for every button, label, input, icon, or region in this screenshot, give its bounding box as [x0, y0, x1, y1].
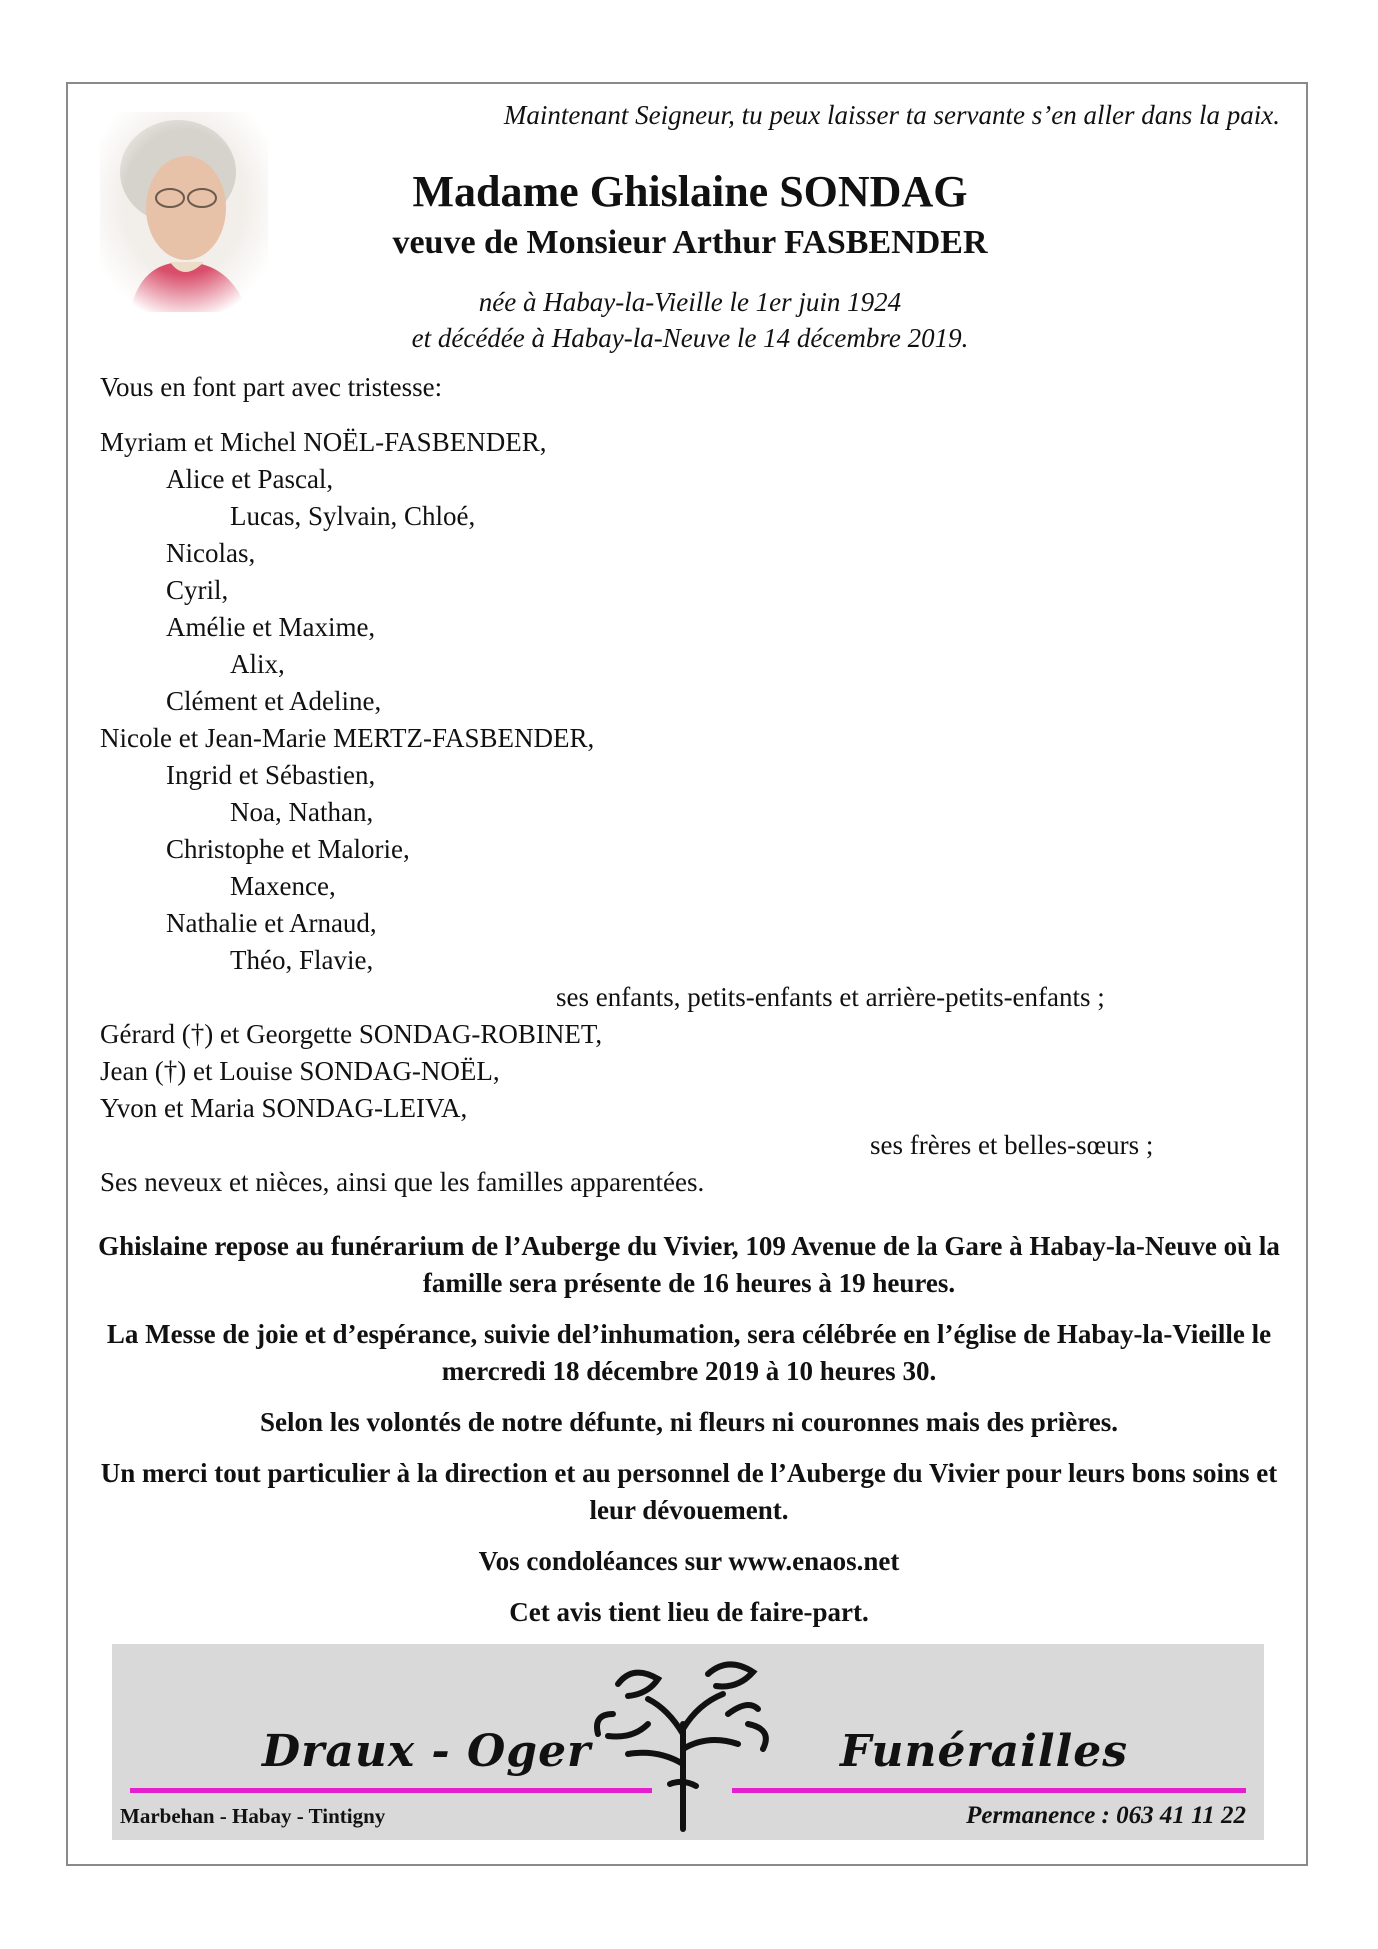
- notice-paragraph: Ghislaine repose au funérarium de l’Auberge du Vivier, 109 Avenue de la Gare à Habay-la-Neuve où la famille sera présente de 16 heures à 19 heures.: [98, 1231, 1280, 1298]
- family-line: Ses neveux et nièces, ainsi que les familles apparentées.: [100, 1167, 705, 1197]
- family-line: Nathalie et Arnaud,: [166, 908, 377, 938]
- accent-rule-left: [130, 1788, 652, 1793]
- family-line: Yvon et Maria SONDAG-LEIVA,: [100, 1093, 468, 1123]
- notices: [96, 1228, 1282, 1645]
- family-line: Alice et Pascal,: [166, 464, 334, 494]
- widow-of: veuve de Monsieur Arthur FASBENDER: [392, 224, 988, 261]
- notice-paragraph: Vos condoléances sur www.enaos.net: [478, 1546, 900, 1576]
- family-line: Jean (†) et Louise SONDAG-NOËL,: [100, 1056, 500, 1086]
- family-line: Clément et Adeline,: [166, 686, 382, 716]
- family-line: Nicole et Jean-Marie MERTZ-FASBENDER,: [100, 723, 595, 753]
- family-line: Lucas, Sylvain, Chloé,: [230, 501, 476, 531]
- family-list: [100, 424, 1220, 1201]
- family-line: Gérard (†) et Georgette SONDAG-ROBINET,: [100, 1019, 603, 1049]
- notice-paragraph: Un merci tout particulier à la direction et au personnel de l’Auberge du Vivier pour leurs bons soins et leur dévouement.: [100, 1458, 1278, 1525]
- funeral-home-banner: [112, 1644, 1264, 1840]
- phone-number: Permanence : 063 41 11 22: [966, 1802, 1246, 1829]
- intro-line: Vous en font part avec tristesse:: [100, 372, 443, 402]
- life-dates: [230, 284, 1150, 356]
- family-line: Noa, Nathan,: [230, 797, 374, 827]
- family-line: ses frères et belles-sœurs ;: [870, 1130, 1154, 1160]
- family-line: Ingrid et Sébastien,: [166, 760, 376, 790]
- accent-rule-right: [732, 1788, 1246, 1793]
- tree-logo-icon: [588, 1654, 778, 1834]
- notice-paragraph: Cet avis tient lieu de faire-part.: [509, 1597, 869, 1627]
- family-line: Christophe et Malorie,: [166, 834, 410, 864]
- deceased-name: Madame Ghislaine SONDAG: [412, 167, 968, 216]
- brand-name: Draux - Oger: [262, 1726, 592, 1777]
- family-line: Nicolas,: [166, 538, 256, 568]
- family-line: Cyril,: [166, 575, 229, 605]
- birth-line: née à Habay-la-Vieille le 1er juin 1924: [478, 287, 902, 317]
- notice-paragraph: Selon les volontés de notre défunte, ni fleurs ni couronnes mais des prières.: [259, 1407, 1118, 1437]
- family-line: Maxence,: [230, 871, 336, 901]
- branch-towns: Marbehan - Habay - Tintigny: [120, 1804, 386, 1828]
- brand-tagline: Funérailles: [840, 1726, 1129, 1777]
- family-line: Alix,: [230, 649, 285, 679]
- opening-quote: Maintenant Seigneur, tu peux laisser ta servante s’en aller dans la paix.: [503, 100, 1280, 130]
- family-line: Amélie et Maxime,: [166, 612, 376, 642]
- family-line: Myriam et Michel NOËL-FASBENDER,: [100, 427, 547, 457]
- notice-paragraph: La Messe de joie et d’espérance, suivie del’inhumation, sera célébrée en l’église de Habay-la-Vieille le mercredi 18 décembre 2019 à 10 heures 30.: [106, 1319, 1272, 1386]
- death-line: et décédée à Habay-la-Neuve le 14 décembre 2019.: [411, 323, 969, 353]
- family-line: Théo, Flavie,: [230, 945, 374, 975]
- family-line: ses enfants, petits-enfants et arrière-petits-enfants ;: [556, 982, 1105, 1012]
